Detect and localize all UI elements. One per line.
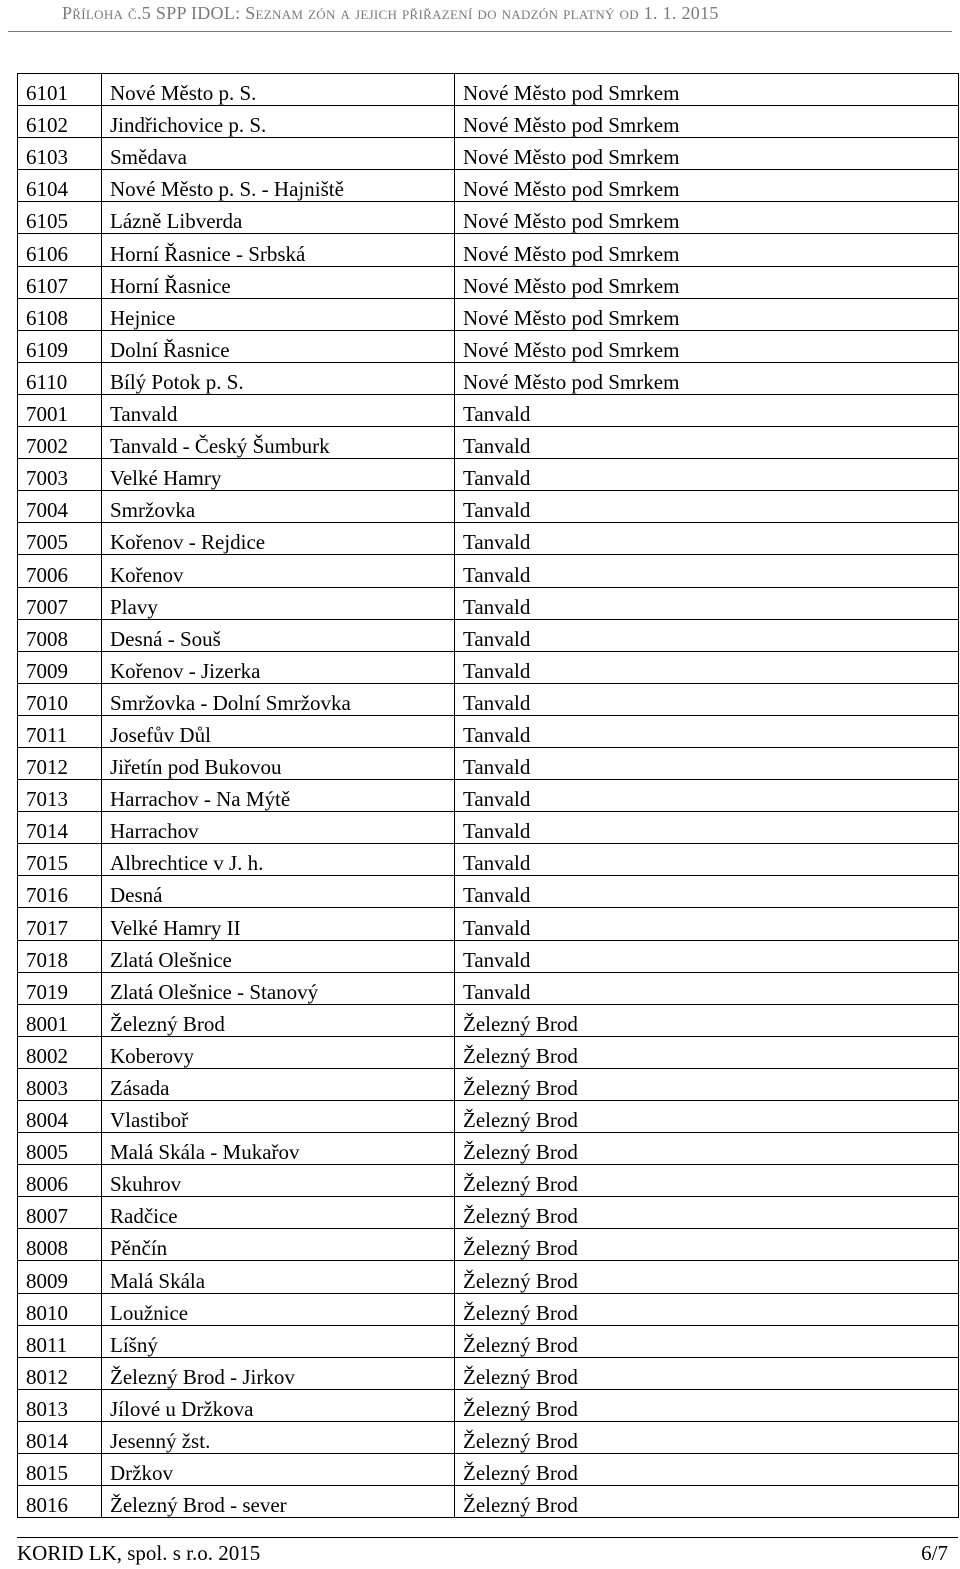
zone-name-cell: Josefův Důl [102, 715, 455, 747]
zone-name-cell: Bílý Potok p. S. [102, 362, 455, 394]
zone-code-cell: 7009 [18, 651, 102, 683]
footer-divider [17, 1537, 958, 1538]
zone-name-cell: Smržovka [102, 491, 455, 523]
table-row [18, 844, 959, 876]
table-row [18, 74, 959, 106]
zone-code-cell: 7011 [18, 715, 102, 747]
superzone-cell: Nové Město pod Smrkem [455, 138, 959, 170]
superzone-cell: Tanvald [455, 619, 959, 651]
superzone-cell: Nové Město pod Smrkem [455, 362, 959, 394]
superzone-cell: Železný Brod [455, 1421, 959, 1453]
table-row [18, 1454, 959, 1486]
table-row [18, 1197, 959, 1229]
table-row [18, 908, 959, 940]
superzone-cell: Tanvald [455, 651, 959, 683]
superzone-cell: Nové Město pod Smrkem [455, 74, 959, 106]
footer-company: KORID LK, spol. s r.o. 2015 [17, 1541, 261, 1565]
zone-name-cell: Harrachov - Na Mýtě [102, 780, 455, 812]
superzone-cell: Železný Brod [455, 1325, 959, 1357]
table-row [18, 330, 959, 362]
table-row [18, 555, 959, 587]
superzone-cell: Tanvald [455, 747, 959, 779]
table-row [18, 780, 959, 812]
zone-name-cell: Dolní Řasnice [102, 330, 455, 362]
table-row [18, 1133, 959, 1165]
zone-code-cell: 7015 [18, 844, 102, 876]
superzone-cell: Železný Brod [455, 1293, 959, 1325]
zone-code-cell: 6107 [18, 266, 102, 298]
superzone-cell: Tanvald [455, 555, 959, 587]
zone-code-cell: 8005 [18, 1133, 102, 1165]
superzone-cell: Železný Brod [455, 1036, 959, 1068]
superzone-cell: Železný Brod [455, 1101, 959, 1133]
superzone-cell: Železný Brod [455, 1261, 959, 1293]
zone-code-cell: 7002 [18, 427, 102, 459]
zone-name-cell: Harrachov [102, 812, 455, 844]
superzone-cell: Tanvald [455, 523, 959, 555]
zone-code-cell: 7007 [18, 587, 102, 619]
zone-table [17, 73, 959, 1518]
zone-code-cell: 7001 [18, 394, 102, 426]
zone-name-cell: Hejnice [102, 298, 455, 330]
zone-name-cell: Kořenov [102, 555, 455, 587]
table-row [18, 683, 959, 715]
table-row [18, 1293, 959, 1325]
table-row [18, 1421, 959, 1453]
table-row [18, 1036, 959, 1068]
zone-code-cell: 8004 [18, 1101, 102, 1133]
superzone-cell: Nové Město pod Smrkem [455, 170, 959, 202]
zone-code-cell: 6102 [18, 106, 102, 138]
zone-name-cell: Loužnice [102, 1293, 455, 1325]
zone-code-cell: 8003 [18, 1068, 102, 1100]
zone-code-cell: 8011 [18, 1325, 102, 1357]
table-row [18, 106, 959, 138]
zone-code-cell: 6106 [18, 234, 102, 266]
zone-code-cell: 7013 [18, 780, 102, 812]
superzone-cell: Tanvald [455, 715, 959, 747]
zone-name-cell: Radčice [102, 1197, 455, 1229]
table-row [18, 587, 959, 619]
zone-code-cell: 7018 [18, 940, 102, 972]
table-row [18, 747, 959, 779]
zone-name-cell: Jiřetín pod Bukovou [102, 747, 455, 779]
superzone-cell: Železný Brod [455, 1133, 959, 1165]
zone-name-cell: Tanvald - Český Šumburk [102, 427, 455, 459]
zone-name-cell: Albrechtice v J. h. [102, 844, 455, 876]
zone-name-cell: Smržovka - Dolní Smržovka [102, 683, 455, 715]
superzone-cell: Nové Město pod Smrkem [455, 202, 959, 234]
table-row [18, 459, 959, 491]
zone-name-cell: Horní Řasnice - Srbská [102, 234, 455, 266]
zone-name-cell: Lázně Libverda [102, 202, 455, 234]
table-row [18, 298, 959, 330]
zone-name-cell: Malá Skála - Mukařov [102, 1133, 455, 1165]
zone-name-cell: Velké Hamry [102, 459, 455, 491]
table-row [18, 876, 959, 908]
zone-code-cell: 8012 [18, 1357, 102, 1389]
zone-code-cell: 6110 [18, 362, 102, 394]
superzone-cell: Tanvald [455, 908, 959, 940]
table-row [18, 1357, 959, 1389]
zone-name-cell: Horní Řasnice [102, 266, 455, 298]
superzone-cell: Železný Brod [455, 1197, 959, 1229]
zone-code-cell: 7012 [18, 747, 102, 779]
zone-name-cell: Železný Brod - sever [102, 1486, 455, 1518]
table-row [18, 1486, 959, 1518]
superzone-cell: Železný Brod [455, 1229, 959, 1261]
superzone-cell: Železný Brod [455, 1454, 959, 1486]
zone-name-cell: Skuhrov [102, 1165, 455, 1197]
zone-code-cell: 6109 [18, 330, 102, 362]
table-row [18, 619, 959, 651]
zone-code-cell: 7016 [18, 876, 102, 908]
zone-code-cell: 8007 [18, 1197, 102, 1229]
table-row [18, 1261, 959, 1293]
zone-code-cell: 7005 [18, 523, 102, 555]
zone-code-cell: 6103 [18, 138, 102, 170]
zone-table-body [18, 74, 959, 1518]
zone-code-cell: 7003 [18, 459, 102, 491]
zone-name-cell: Malá Skála [102, 1261, 455, 1293]
zone-code-cell: 6105 [18, 202, 102, 234]
zone-code-cell: 6104 [18, 170, 102, 202]
zone-code-cell: 8010 [18, 1293, 102, 1325]
table-row [18, 362, 959, 394]
superzone-cell: Nové Město pod Smrkem [455, 298, 959, 330]
superzone-cell: Nové Město pod Smrkem [455, 106, 959, 138]
superzone-cell: Tanvald [455, 876, 959, 908]
table-row [18, 170, 959, 202]
table-row [18, 715, 959, 747]
zone-code-cell: 8013 [18, 1389, 102, 1421]
zone-name-cell: Železný Brod - Jirkov [102, 1357, 455, 1389]
zone-code-cell: 8009 [18, 1261, 102, 1293]
zone-code-cell: 8008 [18, 1229, 102, 1261]
zone-code-cell: 8002 [18, 1036, 102, 1068]
table-row [18, 1389, 959, 1421]
table-row [18, 651, 959, 683]
zone-code-cell: 8015 [18, 1454, 102, 1486]
header-divider [8, 31, 952, 32]
table-row [18, 394, 959, 426]
zone-name-cell: Jílové u Držkova [102, 1389, 455, 1421]
superzone-cell: Tanvald [455, 491, 959, 523]
superzone-cell: Tanvald [455, 427, 959, 459]
superzone-cell: Tanvald [455, 683, 959, 715]
superzone-cell: Tanvald [455, 587, 959, 619]
page-header: Příloha č.5 SPP IDOL: Seznam zón a jejich přiřazení do nadzón platný od 1. 1. 2015 [62, 3, 719, 23]
zone-name-cell: Plavy [102, 587, 455, 619]
superzone-cell: Železný Brod [455, 1004, 959, 1036]
table-row [18, 940, 959, 972]
zone-name-cell: Jindřichovice p. S. [102, 106, 455, 138]
zone-name-cell: Pěnčín [102, 1229, 455, 1261]
table-row [18, 266, 959, 298]
superzone-cell: Tanvald [455, 844, 959, 876]
superzone-cell: Tanvald [455, 940, 959, 972]
zone-name-cell: Zlatá Olešnice [102, 940, 455, 972]
superzone-cell: Železný Brod [455, 1357, 959, 1389]
table-row [18, 1101, 959, 1133]
table-row [18, 1229, 959, 1261]
table-row [18, 202, 959, 234]
superzone-cell: Tanvald [455, 972, 959, 1004]
zone-name-cell: Koberovy [102, 1036, 455, 1068]
zone-name-cell: Kořenov - Rejdice [102, 523, 455, 555]
zone-name-cell: Smědava [102, 138, 455, 170]
table-row [18, 1325, 959, 1357]
zone-code-cell: 7008 [18, 619, 102, 651]
superzone-cell: Nové Město pod Smrkem [455, 330, 959, 362]
zone-code-cell: 6101 [18, 74, 102, 106]
zone-name-cell: Líšný [102, 1325, 455, 1357]
table-row [18, 491, 959, 523]
table-row [18, 972, 959, 1004]
table-row [18, 234, 959, 266]
zone-code-cell: 7004 [18, 491, 102, 523]
zone-name-cell: Tanvald [102, 394, 455, 426]
table-row [18, 138, 959, 170]
zone-name-cell: Držkov [102, 1454, 455, 1486]
superzone-cell: Tanvald [455, 459, 959, 491]
zone-code-cell: 7010 [18, 683, 102, 715]
zone-code-cell: 8006 [18, 1165, 102, 1197]
table-row [18, 1004, 959, 1036]
zone-name-cell: Zlatá Olešnice - Stanový [102, 972, 455, 1004]
zone-code-cell: 8016 [18, 1486, 102, 1518]
zone-name-cell: Vlastiboř [102, 1101, 455, 1133]
table-row [18, 1165, 959, 1197]
zone-code-cell: 6108 [18, 298, 102, 330]
superzone-cell: Tanvald [455, 780, 959, 812]
zone-code-cell: 8014 [18, 1421, 102, 1453]
footer-page-number: 6/7 [921, 1541, 948, 1565]
zone-code-cell: 8001 [18, 1004, 102, 1036]
zone-name-cell: Desná [102, 876, 455, 908]
zone-code-cell: 7017 [18, 908, 102, 940]
table-row [18, 523, 959, 555]
superzone-cell: Železný Brod [455, 1389, 959, 1421]
zone-name-cell: Desná - Souš [102, 619, 455, 651]
zone-code-cell: 7006 [18, 555, 102, 587]
zone-name-cell: Zásada [102, 1068, 455, 1100]
zone-name-cell: Velké Hamry II [102, 908, 455, 940]
superzone-cell: Nové Město pod Smrkem [455, 266, 959, 298]
zone-name-cell: Kořenov - Jizerka [102, 651, 455, 683]
zone-name-cell: Jesenný žst. [102, 1421, 455, 1453]
table-row [18, 427, 959, 459]
superzone-cell: Železný Brod [455, 1165, 959, 1197]
superzone-cell: Železný Brod [455, 1486, 959, 1518]
zone-name-cell: Nové Město p. S. [102, 74, 455, 106]
superzone-cell: Nové Město pod Smrkem [455, 234, 959, 266]
superzone-cell: Železný Brod [455, 1068, 959, 1100]
superzone-cell: Tanvald [455, 394, 959, 426]
table-row [18, 812, 959, 844]
zone-name-cell: Železný Brod [102, 1004, 455, 1036]
zone-code-cell: 7014 [18, 812, 102, 844]
table-row [18, 1068, 959, 1100]
zone-name-cell: Nové Město p. S. - Hajniště [102, 170, 455, 202]
zone-code-cell: 7019 [18, 972, 102, 1004]
superzone-cell: Tanvald [455, 812, 959, 844]
